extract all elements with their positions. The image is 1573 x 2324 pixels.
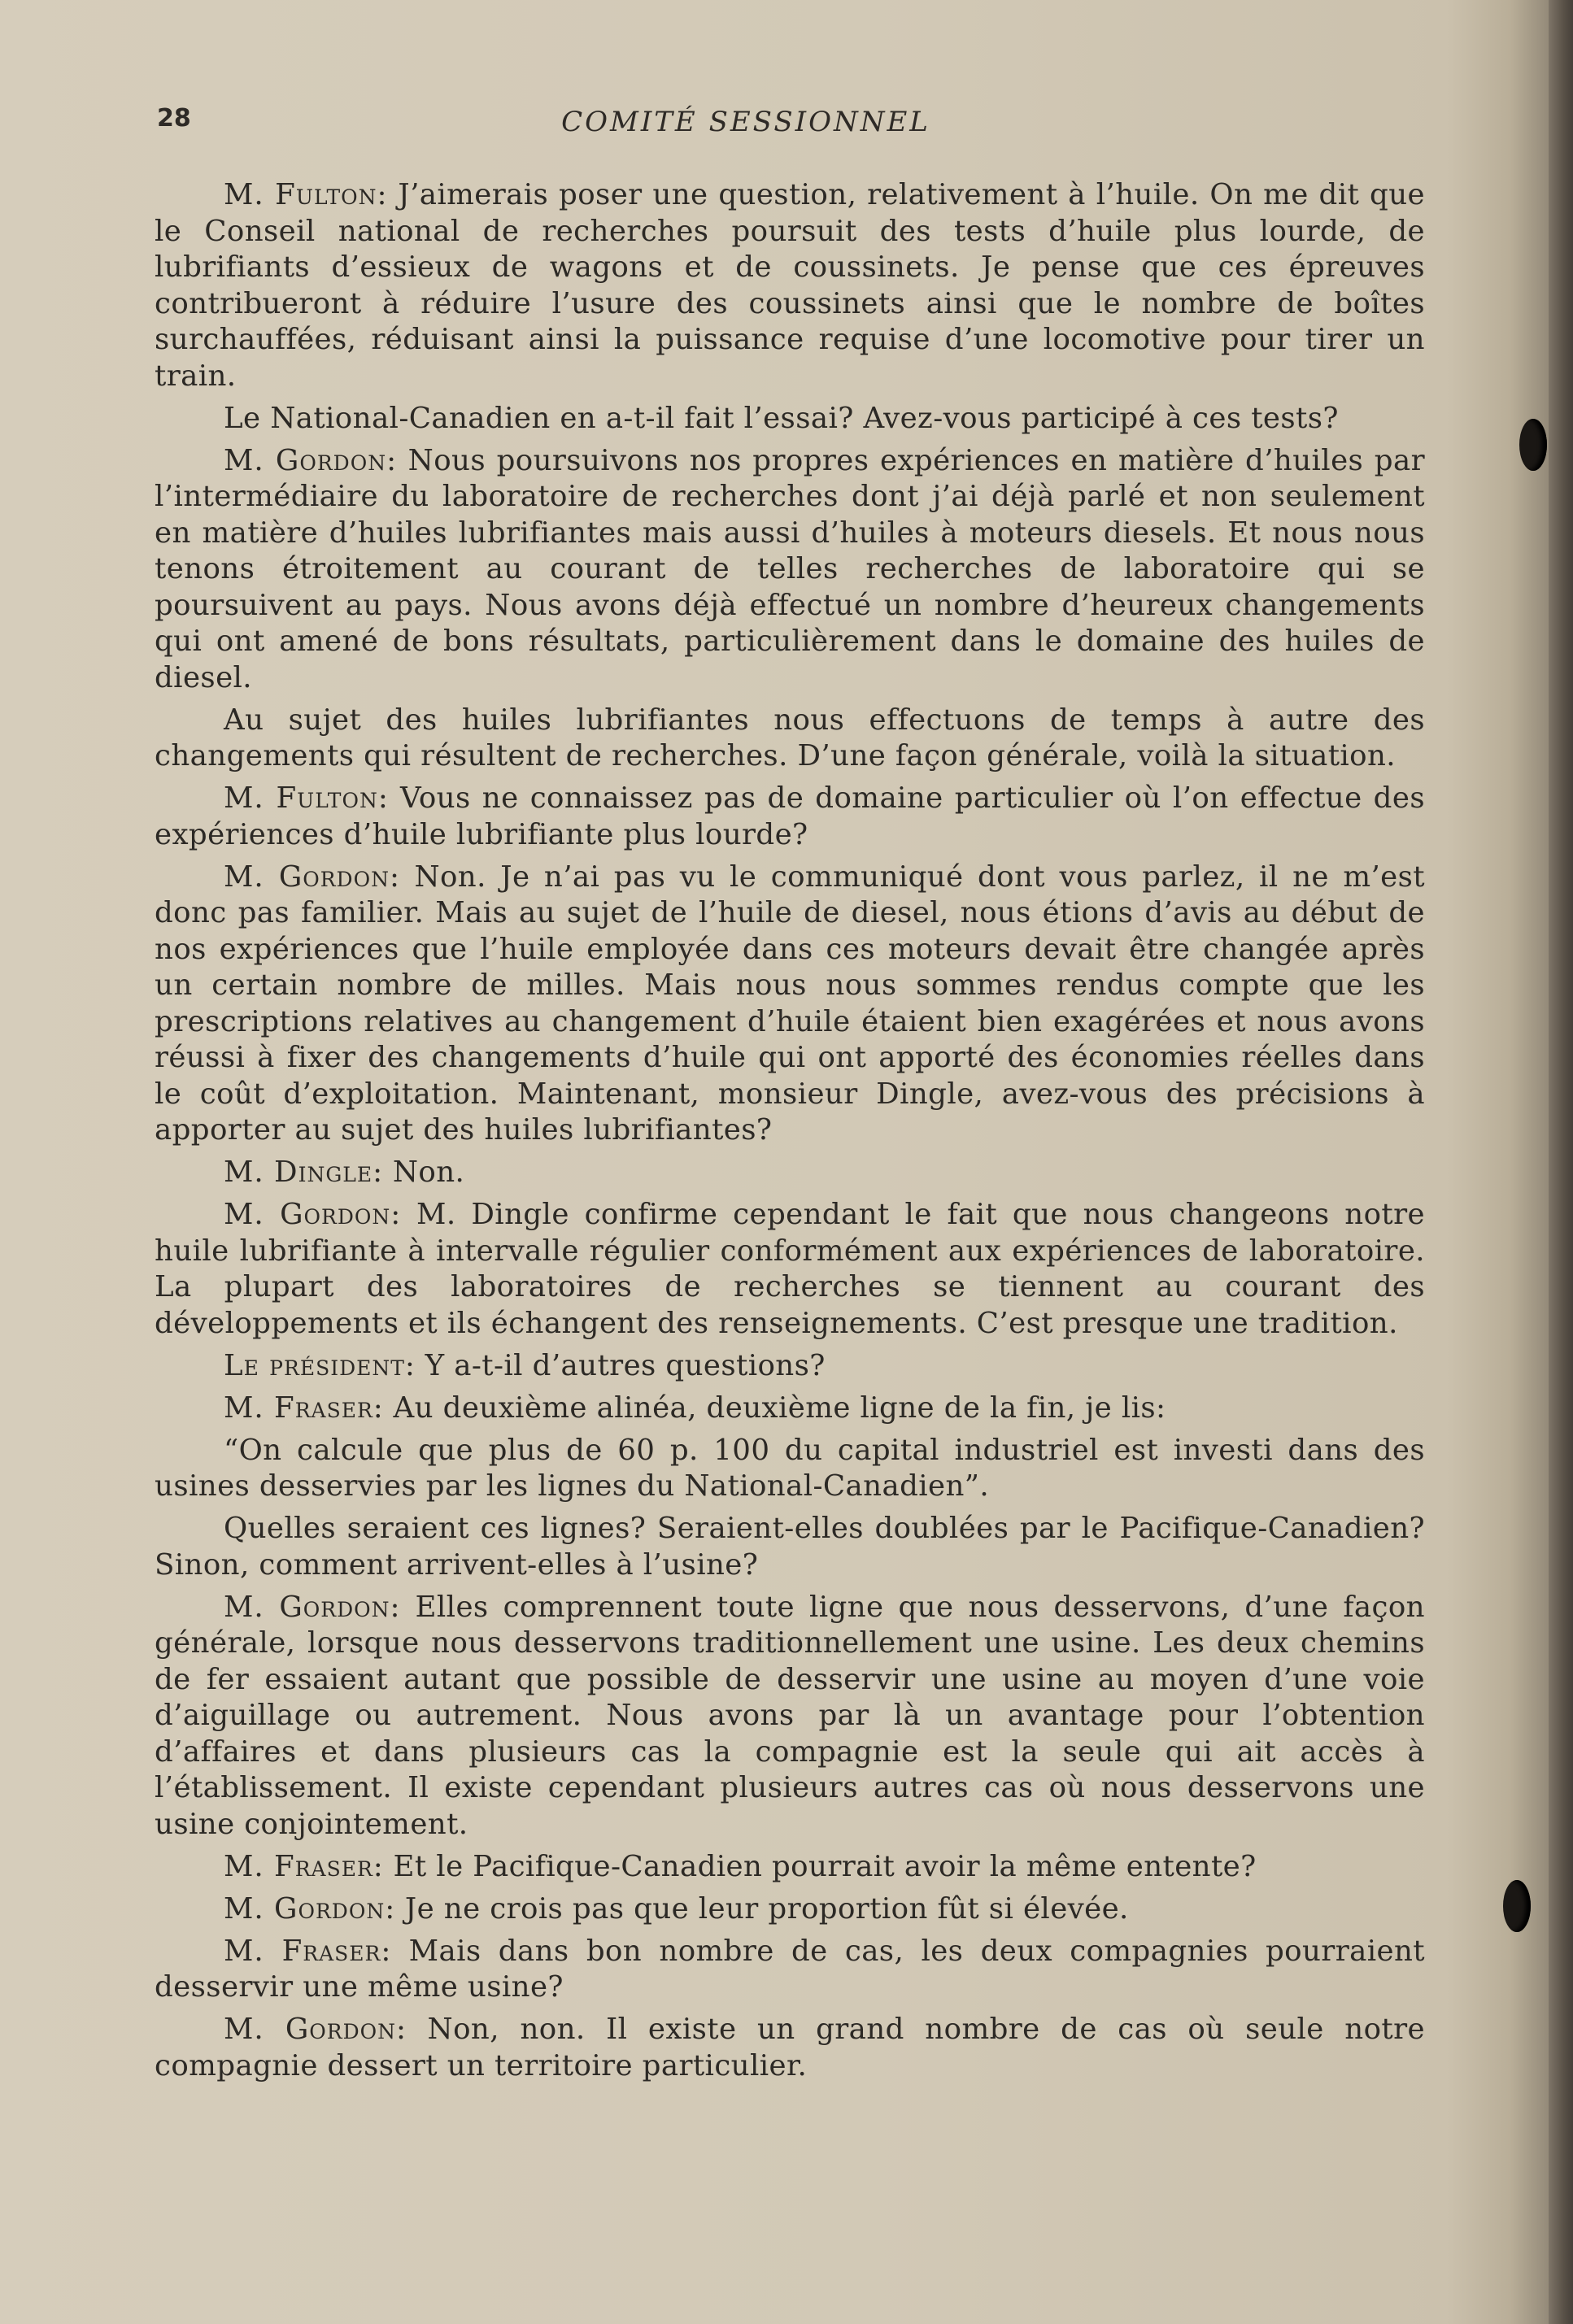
paragraph-text: M. Dingle confirme cependant le fait que nous changeons notre huile lubrifiante à intervalle régulier conformément aux expériences de laboratoire. La plupart des laboratoires de recherches se tiennent au courant des développements et ils échangent des renseignements. C’est presque une tradition. — [155, 1198, 1425, 1340]
punch-hole-top — [1519, 419, 1547, 471]
paragraph-fraser-question-3 — [155, 1934, 1425, 2006]
paragraph-text: Au sujet des huiles lubrifiantes nous effectuons de temps à autre des changements qui résultent de recherches. D’une façon générale, voilà la situation. — [155, 703, 1425, 772]
paragraph-text: Y a-t-il d’autres questions? — [425, 1348, 826, 1382]
paragraph-text: Mais dans bon nombre de cas, les deux compagnies pourraient desservir une même usine? — [155, 1934, 1425, 2004]
running-title: COMITÉ SESSIONNEL — [561, 106, 930, 138]
binding-edge — [1549, 0, 1573, 2324]
paragraph-text: Elles comprennent toute ligne que nous desservons, d’une façon générale, lorsque nous desservons traditionnellement une usine. Les deux chemins de fer essaient autant que possible de desservir une usine au moyen d’une voie d’aiguillage ou autrement. Nous avons par là un avantage pour l’obtention d’affaires et dans plusieurs cas la compagnie est la seule qui ait accès à l’établissement. Il existe cependant plusieurs autres cas où nous desservons une usine conjointement. — [155, 1590, 1425, 1841]
paragraph-gordon-continued — [155, 703, 1425, 775]
speaker-label: Le président: — [224, 1348, 416, 1382]
paragraph-fraser-question — [155, 1511, 1425, 1583]
speaker-label: M. Gordon: — [224, 443, 398, 477]
paragraph-gordon-answer-5 — [155, 1891, 1425, 1928]
paragraph-fulton-followup — [155, 401, 1425, 437]
paragraph-fraser-reference — [155, 1390, 1425, 1427]
paragraph-text: Non, non. Il existe un grand nombre de cas où seule notre compagnie dessert un territoire particulier. — [155, 2013, 1425, 2082]
paragraph-fraser-question-2 — [155, 1849, 1425, 1886]
paragraph-quotation — [155, 1433, 1425, 1505]
paragraph-text: Je ne crois pas que leur proportion fût si élevée. — [404, 1891, 1129, 1926]
paragraph-text: Nous poursuivons nos propres expériences en matière d’huiles par l’intermédiaire du laboratoire de recherches dont j’ai déjà parlé et non seulement en matière d’huiles lubrifiantes mais aussi d’huiles à moteurs diesels. Et nous nous tenons étroitement au courant de telles recherches de laboratoire qui se poursuivent au pays. Nous avons déjà effectué un nombre d’heureux changements qui ont amené de bons résultats, particulièrement dans le domaine des huiles de diesel. — [155, 443, 1425, 694]
paragraph-gordon-answer-2 — [155, 860, 1425, 1149]
punch-hole-bottom — [1503, 1880, 1531, 1932]
speaker-label: M. Fraser: — [224, 1849, 384, 1883]
transcript-body — [155, 177, 1425, 2091]
paragraph-text: J’aimerais poser une question, relativement à l’huile. On me dit que le Conseil national de recherches poursuit des tests d’huile plus lourde, de lubrifiants d’essieux de wagons et de coussinets. Je pense que ces épreuves contribueront à réduire l’usure des coussinets ainsi que le nombre de boîtes surchauffées, réduisant ainsi la puissance requise d’une locomotive pour tirer un train. — [155, 178, 1425, 393]
paragraph-gordon-answer-4 — [155, 1590, 1425, 1843]
speaker-label: M. Gordon: — [224, 1590, 401, 1624]
paragraph-fulton-question-2 — [155, 781, 1425, 853]
paragraph-dingle-answer — [155, 1155, 1425, 1191]
paragraph-text: Le National-Canadien en a-t-il fait l’essai? Avez-vous participé à ces tests? — [224, 401, 1339, 435]
speaker-label: M. Gordon: — [224, 2013, 407, 2046]
speaker-label: M. Fraser: — [224, 1390, 384, 1425]
speaker-label: M. Gordon: — [224, 1198, 402, 1231]
speaker-label: M. Gordon: — [224, 860, 400, 894]
paragraph-text: Non. — [392, 1155, 465, 1189]
speaker-label: M. Dingle: — [224, 1155, 384, 1189]
paragraph-text: “On calcule que plus de 60 p. 100 du capital industriel est investi dans des usines desservies par les lignes du National-Canadien”. — [155, 1433, 1425, 1503]
paragraph-text: Et le Pacifique-Canadien pourrait avoir la même entente? — [393, 1849, 1257, 1883]
paragraph-gordon-answer-6 — [155, 2012, 1425, 2084]
speaker-label: M. Fulton: — [224, 178, 388, 211]
speaker-label: M. Fulton: — [224, 781, 389, 815]
speaker-label: M. Fraser: — [224, 1934, 392, 1968]
paragraph-fulton-question — [155, 177, 1425, 394]
paragraph-text: Vous ne connaissez pas de domaine particulier où l’on effectue des expériences d’huile lubrifiante plus lourde? — [155, 781, 1425, 851]
paragraph-gordon-answer-3 — [155, 1197, 1425, 1342]
paragraph-gordon-answer-1 — [155, 443, 1425, 697]
paragraph-president-question — [155, 1348, 1425, 1385]
page-number: 28 — [157, 104, 191, 133]
paragraph-text: Quelles seraient ces lignes? Seraient-elles doublées par le Pacifique-Canadien? Sinon, comment arrivent-elles à l’usine? — [155, 1512, 1425, 1582]
paragraph-text: Au deuxième alinéa, deuxième ligne de la fin, je lis: — [393, 1390, 1166, 1425]
speaker-label: M. Gordon: — [224, 1891, 396, 1926]
paragraph-text: Non. Je n’ai pas vu le communiqué dont vous parlez, il ne m’est donc pas familier. Mais au sujet de l’huile de diesel, nous étions d’avis au début de nos expériences que l’huile employée dans ces moteurs devait être changée après un certain nombre de milles. Mais nous nous sommes rendus compte que les prescriptions relatives au changement d’huile étaient bien exagérées et nous avons réussi à fixer des changements d’huile qui ont apporté des économies réelles dans le coût d’exploitation. Maintenant, monsieur Dingle, avez-vous des précisions à apporter au sujet des huiles lubrifiantes? — [155, 860, 1425, 1147]
